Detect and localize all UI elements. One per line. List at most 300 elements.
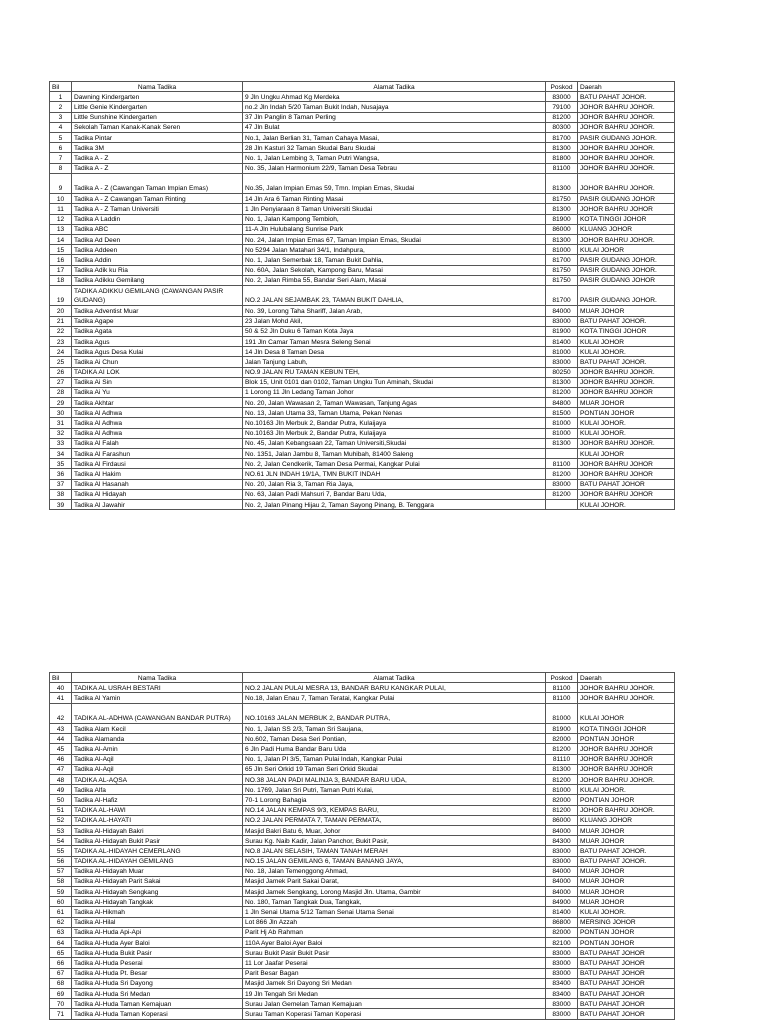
- table-row: [50, 224, 675, 234]
- table-row: [50, 693, 675, 703]
- cell-poskod: 81300: [546, 173, 578, 194]
- table-row: [50, 703, 675, 724]
- table-row: [50, 275, 675, 285]
- cell-nama-tadika: TADIKA AL-HIDAYAH GEMILANG: [72, 856, 243, 866]
- cell-bil: 9: [50, 173, 72, 194]
- cell-bil: 46: [50, 754, 72, 764]
- cell-daerah: BATU PAHAT JOHOR: [578, 958, 675, 968]
- cell-poskod: 81300: [546, 234, 578, 244]
- cell-nama-tadika: TADIKA AL-ADHWA (CAWANGAN BANDAR PUTRA): [72, 703, 243, 724]
- table-header-row: [50, 673, 675, 683]
- cell-poskod: 81000: [546, 785, 578, 795]
- cell-alamat-tadika: 50 & 52 Jln Duku 6 Taman Kota Jaya: [243, 326, 546, 336]
- table-header-row: [50, 82, 675, 92]
- cell-nama-tadika: Tadika Adventist Muar: [72, 306, 243, 316]
- cell-alamat-tadika: No.18, Jalan Enau 7, Taman Teratai, Kangkar Pulai: [243, 693, 546, 703]
- cell-nama-tadika: Tadika Al-Hidayah Muar: [72, 866, 243, 876]
- table-row: [50, 907, 675, 917]
- cell-daerah: JOHOR BAHRU JOHOR: [578, 459, 675, 469]
- cell-alamat-tadika: Surau Bukit Pasir Bukit Pasir: [243, 948, 546, 958]
- table-row: [50, 255, 675, 265]
- cell-poskod: 81900: [546, 214, 578, 224]
- table-row: [50, 988, 675, 998]
- cell-bil: 49: [50, 785, 72, 795]
- cell-nama-tadika: Tadika A - Z Taman Universiti: [72, 204, 243, 214]
- cell-nama-tadika: Tadika Al-Hilal: [72, 917, 243, 927]
- cell-daerah: KULAI JOHOR.: [578, 347, 675, 357]
- cell-alamat-tadika: NO.15 JALAN GEMILANG 6, TAMAN BANANG JAYA,: [243, 856, 546, 866]
- cell-alamat-tadika: 110A Ayer Baloi Ayer Baloi: [243, 938, 546, 948]
- cell-bil: 14: [50, 234, 72, 244]
- cell-poskod: 81100: [546, 459, 578, 469]
- table-row: [50, 948, 675, 958]
- table-row: [50, 459, 675, 469]
- cell-poskod: 81200: [546, 112, 578, 122]
- cell-nama-tadika: Tadika Ai Chun: [72, 357, 243, 367]
- cell-nama-tadika: Tadika Adikku Gemilang: [72, 275, 243, 285]
- cell-bil: 26: [50, 367, 72, 377]
- cell-nama-tadika: TADIKA AL-HAWI: [72, 805, 243, 815]
- cell-poskod: 81750: [546, 265, 578, 275]
- cell-nama-tadika: Tadika Al-Huda Bukit Pasir: [72, 948, 243, 958]
- cell-nama-tadika: Sekolah Taman Kanak-Kanak Seren: [72, 122, 243, 132]
- cell-alamat-tadika: 47 Jln Bulat: [243, 122, 546, 132]
- cell-poskod: 83000: [546, 479, 578, 489]
- cell-nama-tadika: Tadika Al-Huda Ayer Baloi: [72, 938, 243, 948]
- cell-bil: 30: [50, 408, 72, 418]
- cell-nama-tadika: Tadika Al-Huda Pt. Besar: [72, 968, 243, 978]
- cell-daerah: KULAI JOHOR.: [578, 499, 675, 509]
- cell-poskod: 83400: [546, 988, 578, 998]
- cell-alamat-tadika: Parit Hj Ab Rahman: [243, 927, 546, 937]
- cell-poskod: 81300: [546, 764, 578, 774]
- cell-nama-tadika: Tadika Al-Aqil: [72, 754, 243, 764]
- cell-daerah: KULAI JOHOR.: [578, 785, 675, 795]
- table-row: [50, 245, 675, 255]
- cell-poskod: 81200: [546, 775, 578, 785]
- cell-alamat-tadika: NO.9 JALAN RU TAMAN KEBUN TEH,: [243, 367, 546, 377]
- table-row: [50, 978, 675, 988]
- cell-nama-tadika: Tadika Al Jawahir: [72, 499, 243, 509]
- table-row: [50, 795, 675, 805]
- cell-alamat-tadika: Jalan Tanjung Labuh,: [243, 357, 546, 367]
- table-row: [50, 1009, 675, 1019]
- cell-alamat-tadika: No. 1, Jalan Lembing 3, Taman Putri Wangsa,: [243, 153, 546, 163]
- cell-alamat-tadika: No.1, Jalan Berlian 31, Taman Cahaya Masai,: [243, 132, 546, 142]
- table-row: [50, 846, 675, 856]
- table-row: [50, 876, 675, 886]
- cell-poskod: 82000: [546, 795, 578, 805]
- cell-daerah: BATU PAHAT JOHOR: [578, 948, 675, 958]
- table-row: [50, 815, 675, 825]
- cell-bil: 71: [50, 1009, 72, 1019]
- cell-alamat-tadika: Surau Taman Koperasi Taman Koperasi: [243, 1009, 546, 1019]
- cell-nama-tadika: Tadika Al-Hafiz: [72, 795, 243, 805]
- cell-bil: 6: [50, 143, 72, 153]
- cell-bil: 61: [50, 907, 72, 917]
- cell-poskod: 81300: [546, 143, 578, 153]
- cell-daerah: JOHOR BAHRU JOHOR.: [578, 805, 675, 815]
- cell-poskod: 81200: [546, 489, 578, 499]
- cell-alamat-tadika: No. 1, Jalan SS 2/3, Taman Sri Saujana,: [243, 724, 546, 734]
- cell-poskod: 81100: [546, 693, 578, 703]
- cell-daerah: MUAR JOHOR: [578, 398, 675, 408]
- cell-bil: 24: [50, 347, 72, 357]
- cell-bil: 37: [50, 479, 72, 489]
- cell-nama-tadika: Tadika A Laddin: [72, 214, 243, 224]
- cell-daerah: PASIR GUDANG JOHOR.: [578, 285, 675, 306]
- cell-poskod: 81700: [546, 285, 578, 306]
- cell-daerah: MUAR JOHOR: [578, 897, 675, 907]
- cell-alamat-tadika: No. 180, Taman Tangkak Dua, Tangkak,: [243, 897, 546, 907]
- cell-nama-tadika: Tadika Al-Huda Sri Dayong: [72, 978, 243, 988]
- cell-bil: 44: [50, 734, 72, 744]
- cell-alamat-tadika: NO.14 JALAN KEMPAS 9/3, KEMPAS BARU,: [243, 805, 546, 815]
- table-row: [50, 326, 675, 336]
- cell-nama-tadika: Tadika Alfa: [72, 785, 243, 795]
- table-row: [50, 367, 675, 377]
- cell-alamat-tadika: Masjid Bakri Batu 6, Muar, Johor: [243, 825, 546, 835]
- cell-nama-tadika: Tadika Alamanda: [72, 734, 243, 744]
- table-row: [50, 347, 675, 357]
- table-row: [50, 306, 675, 316]
- cell-poskod: 81200: [546, 387, 578, 397]
- cell-daerah: KULAI JOHOR.: [578, 418, 675, 428]
- cell-poskod: 81500: [546, 408, 578, 418]
- cell-bil: 20: [50, 306, 72, 316]
- cell-nama-tadika: Tadika Al Adhwa: [72, 418, 243, 428]
- cell-poskod: 83000: [546, 958, 578, 968]
- table-row: [50, 479, 675, 489]
- cell-alamat-tadika: 1 Jln Senai Utama 5/12 Taman Senai Utama Senai: [243, 907, 546, 917]
- cell-bil: 55: [50, 846, 72, 856]
- cell-alamat-tadika: No. 2, Jalan Rimba 55, Bandar Seri Alam, Masai: [243, 275, 546, 285]
- table-row: [50, 968, 675, 978]
- cell-bil: 17: [50, 265, 72, 275]
- cell-nama-tadika: TADIKA AL-AQSA: [72, 775, 243, 785]
- table-row: [50, 724, 675, 734]
- header-poskod: Poskod: [546, 673, 578, 683]
- cell-daerah: BATU PAHAT JOHOR: [578, 968, 675, 978]
- cell-bil: 69: [50, 988, 72, 998]
- cell-nama-tadika: Tadika Ai Yu: [72, 387, 243, 397]
- cell-alamat-tadika: No.10163 Jln Merbuk 2, Bandar Putra, Kulaijaya: [243, 418, 546, 428]
- cell-alamat-tadika: No. 1351, Jalan Jambu 8, Taman Muhibah, 81400 Saleng: [243, 449, 546, 459]
- cell-poskod: 83000: [546, 968, 578, 978]
- cell-nama-tadika: Tadika Al Falah: [72, 438, 243, 448]
- cell-poskod: 81200: [546, 469, 578, 479]
- cell-bil: 60: [50, 897, 72, 907]
- cell-alamat-tadika: No. 1, Jalan PI 3/5, Taman Pulai Indah, Kangkar Pulai: [243, 754, 546, 764]
- cell-alamat-tadika: No. 45, Jalan Kebangsaan 22, Taman Universiti,Skudai: [243, 438, 546, 448]
- cell-daerah: BATU PAHAT JOHOR.: [578, 357, 675, 367]
- cell-bil: 53: [50, 825, 72, 835]
- cell-daerah: JOHOR BAHRU JOHOR.: [578, 163, 675, 173]
- cell-nama-tadika: Tadika Al-Hidayah Bukit Pasir: [72, 836, 243, 846]
- cell-poskod: 80250: [546, 367, 578, 377]
- header-daerah: Daerah: [578, 82, 675, 92]
- cell-bil: 36: [50, 469, 72, 479]
- table-row: [50, 754, 675, 764]
- cell-daerah: BATU PAHAT JOHOR: [578, 988, 675, 998]
- cell-nama-tadika: Tadika Akhtar: [72, 398, 243, 408]
- cell-bil: 35: [50, 459, 72, 469]
- table-row: [50, 683, 675, 693]
- table-row: [50, 887, 675, 897]
- cell-poskod: 81900: [546, 326, 578, 336]
- cell-daerah: JOHOR BAHRU JOHOR.: [578, 693, 675, 703]
- cell-daerah: BATU PAHAT JOHOR: [578, 479, 675, 489]
- cell-alamat-tadika: Lot 866 Jln Azzah: [243, 917, 546, 927]
- cell-poskod: 81400: [546, 907, 578, 917]
- table-row: [50, 449, 675, 459]
- cell-poskod: 81300: [546, 377, 578, 387]
- table-row: [50, 143, 675, 153]
- cell-nama-tadika: Tadika Al Yamin: [72, 693, 243, 703]
- cell-nama-tadika: Dawning Kindergarten: [72, 92, 243, 102]
- cell-bil: 64: [50, 938, 72, 948]
- cell-daerah: PONTIAN JOHOR: [578, 795, 675, 805]
- cell-alamat-tadika: NO.2 JALAN SEJAMBAK 23, TAMAN BUKIT DAHLIA,: [243, 285, 546, 306]
- cell-daerah: MUAR JOHOR: [578, 825, 675, 835]
- cell-alamat-tadika: No. 1769, Jalan Sri Putri, Taman Putri Kulai,: [243, 785, 546, 795]
- cell-alamat-tadika: 37 Jln Panglin 8 Taman Perling: [243, 112, 546, 122]
- table-row: [50, 204, 675, 214]
- cell-bil: 56: [50, 856, 72, 866]
- header-poskod: Poskod: [546, 82, 578, 92]
- cell-poskod: 83000: [546, 856, 578, 866]
- cell-poskod: 81000: [546, 245, 578, 255]
- cell-nama-tadika: Tadika Addin: [72, 255, 243, 265]
- cell-nama-tadika: Tadika Pintar: [72, 132, 243, 142]
- cell-poskod: 81750: [546, 275, 578, 285]
- table-row: [50, 489, 675, 499]
- cell-daerah: PASIR GUDANG JOHOR: [578, 194, 675, 204]
- cell-bil: 45: [50, 744, 72, 754]
- cell-alamat-tadika: No. 13, Jalan Utama 33, Taman Utama, Pekan Nenas: [243, 408, 546, 418]
- table-row: [50, 825, 675, 835]
- cell-alamat-tadika: No. 1, Jalan Semerbak 18, Taman Bukit Dahlia,: [243, 255, 546, 265]
- table-row: [50, 112, 675, 122]
- cell-bil: 27: [50, 377, 72, 387]
- table-row: [50, 438, 675, 448]
- cell-alamat-tadika: 65 Jln Seri Orkid 19 Taman Seri Orkid Skudai: [243, 764, 546, 774]
- cell-alamat-tadika: 23 Jalan Mohd Akil,: [243, 316, 546, 326]
- cell-daerah: JOHOR BAHRU JOHOR.: [578, 112, 675, 122]
- cell-poskod: 86000: [546, 815, 578, 825]
- kindergarten-table-1: [49, 81, 675, 510]
- cell-bil: 67: [50, 968, 72, 978]
- cell-bil: 13: [50, 224, 72, 234]
- cell-bil: 66: [50, 958, 72, 968]
- cell-poskod: 83000: [546, 846, 578, 856]
- table-row: [50, 428, 675, 438]
- cell-poskod: 84800: [546, 398, 578, 408]
- cell-poskod: 81100: [546, 683, 578, 693]
- cell-alamat-tadika: NO.8 JALAN SELASIH, TAMAN TANAH MERAH: [243, 846, 546, 856]
- cell-nama-tadika: Tadika ABC: [72, 224, 243, 234]
- cell-poskod: 80300: [546, 122, 578, 132]
- table-row: [50, 836, 675, 846]
- cell-nama-tadika: Tadika Agus Desa Kulai: [72, 347, 243, 357]
- cell-poskod: 84000: [546, 887, 578, 897]
- table-row: [50, 856, 675, 866]
- cell-alamat-tadika: Masjid Jamek Sri Dayong Sri Medan: [243, 978, 546, 988]
- cell-alamat-tadika: No. 60A, Jalan Sekolah, Kampong Baru, Masai: [243, 265, 546, 275]
- cell-daerah: BATU PAHAT JOHOR.: [578, 846, 675, 856]
- table-row: [50, 958, 675, 968]
- cell-daerah: JOHOR BAHRU JOHOR.: [578, 173, 675, 194]
- cell-alamat-tadika: No. 39, Lorong Taha Shariff, Jalan Arab,: [243, 306, 546, 316]
- cell-alamat-tadika: Parit Besar Bagan: [243, 968, 546, 978]
- cell-alamat-tadika: No. 35, Jalan Harmonium 22/9, Taman Desa Tebrau: [243, 163, 546, 173]
- cell-alamat-tadika: 9 Jln Ungku Ahmad Kg Merdeka: [243, 92, 546, 102]
- cell-alamat-tadika: Surau Kg. Naib Kadir, Jalan Panchor, Bukit Pasir,: [243, 836, 546, 846]
- cell-bil: 28: [50, 387, 72, 397]
- cell-nama-tadika: Tadika A - Z Cawangan Taman Rinting: [72, 194, 243, 204]
- cell-nama-tadika: Tadika Al-Hidayah Tangkak: [72, 897, 243, 907]
- cell-poskod: 83000: [546, 92, 578, 102]
- cell-alamat-tadika: No 5294 Jalan Matahari 34/1, Indahpura,: [243, 245, 546, 255]
- cell-bil: 16: [50, 255, 72, 265]
- cell-daerah: JOHOR BAHRU JOHOR: [578, 764, 675, 774]
- cell-poskod: 81110: [546, 754, 578, 764]
- header-bil: Bil: [50, 82, 72, 92]
- cell-poskod: 81300: [546, 438, 578, 448]
- table-row: [50, 398, 675, 408]
- cell-alamat-tadika: 6 Jln Padi Huma Bandar Baru Uda: [243, 744, 546, 754]
- cell-alamat-tadika: 19 Jln Tengah Sri Medan: [243, 988, 546, 998]
- cell-daerah: BATU PAHAT JOHOR.: [578, 856, 675, 866]
- cell-nama-tadika: Tadika Agape: [72, 316, 243, 326]
- cell-nama-tadika: Little Sunshine Kindergarten: [72, 112, 243, 122]
- cell-daerah: JOHOR BAHRU JOHOR.: [578, 143, 675, 153]
- cell-bil: 10: [50, 194, 72, 204]
- cell-poskod: 84900: [546, 897, 578, 907]
- cell-alamat-tadika: NO.2 JALAN PULAI MESRA 13, BANDAR BARU KANGKAR PULAI,: [243, 683, 546, 693]
- kindergarten-table-2: [49, 672, 675, 1020]
- cell-bil: 3: [50, 112, 72, 122]
- table-body: [50, 683, 675, 1019]
- cell-bil: 1: [50, 92, 72, 102]
- cell-alamat-tadika: No. 20, Jalan Wawasan 2, Taman Wawasan, Tanjung Agas: [243, 398, 546, 408]
- cell-alamat-tadika: Surau Jalan Gemelan Taman Kemajuan: [243, 999, 546, 1009]
- table-row: [50, 897, 675, 907]
- cell-nama-tadika: TADIKA AL-HAYATI: [72, 815, 243, 825]
- cell-bil: 52: [50, 815, 72, 825]
- cell-daerah: JOHOR BAHRU JOHOR.: [578, 234, 675, 244]
- cell-nama-tadika: Tadika Al-Aqil: [72, 764, 243, 774]
- table-row: [50, 234, 675, 244]
- cell-bil: 32: [50, 428, 72, 438]
- table-row: [50, 917, 675, 927]
- cell-bil: 22: [50, 326, 72, 336]
- cell-alamat-tadika: 28 Jln Kasturi 32 Taman Skudai Baru Skudai: [243, 143, 546, 153]
- table-row: [50, 265, 675, 275]
- cell-poskod: 81700: [546, 255, 578, 265]
- cell-alamat-tadika: No.10163 Jln Merbuk 2, Bandar Putra, Kulaijaya: [243, 428, 546, 438]
- cell-daerah: MUAR JOHOR: [578, 876, 675, 886]
- cell-alamat-tadika: Blok 15, Unit 0101 dan 0102, Taman Ungku Tun Aminah, Skudai: [243, 377, 546, 387]
- cell-daerah: MUAR JOHOR: [578, 866, 675, 876]
- cell-daerah: PONTIAN JOHOR: [578, 927, 675, 937]
- cell-bil: 65: [50, 948, 72, 958]
- table-row: [50, 764, 675, 774]
- cell-poskod: 81300: [546, 204, 578, 214]
- cell-bil: 70: [50, 999, 72, 1009]
- cell-poskod: 81800: [546, 153, 578, 163]
- cell-alamat-tadika: NO.2 JALAN PERMATA 7, TAMAN PERMATA,: [243, 815, 546, 825]
- table-row: [50, 744, 675, 754]
- header-bil: Bil: [50, 673, 72, 683]
- cell-poskod: 86800: [546, 917, 578, 927]
- cell-poskod: 79100: [546, 102, 578, 112]
- cell-daerah: JOHOR BAHRU JOHOR.: [578, 377, 675, 387]
- cell-nama-tadika: Tadika Al Farashun: [72, 449, 243, 459]
- cell-poskod: 84000: [546, 876, 578, 886]
- cell-poskod: 84000: [546, 306, 578, 316]
- table-row: [50, 163, 675, 173]
- cell-poskod: 84000: [546, 866, 578, 876]
- cell-nama-tadika: Tadika Agus: [72, 336, 243, 346]
- cell-alamat-tadika: No. 2, Jalan Cendkerik, Taman Desa Permai, Kangkar Pulai: [243, 459, 546, 469]
- cell-bil: 25: [50, 357, 72, 367]
- cell-nama-tadika: Tadika Al-Amin: [72, 744, 243, 754]
- cell-alamat-tadika: 11-A Jln Hulubalang Sunrise Park: [243, 224, 546, 234]
- cell-daerah: KULAI JOHOR: [578, 449, 675, 459]
- cell-daerah: KULAI JOHOR.: [578, 428, 675, 438]
- cell-nama-tadika: Tadika Ai Sin: [72, 377, 243, 387]
- cell-daerah: MUAR JOHOR: [578, 306, 675, 316]
- cell-daerah: BATU PAHAT JOHOR: [578, 1009, 675, 1019]
- cell-daerah: JOHOR BAHRU JOHOR: [578, 744, 675, 754]
- cell-nama-tadika: Tadika Alam Kecil: [72, 724, 243, 734]
- cell-nama-tadika: TADIKA AL-HIDAYAH CEMERLANG: [72, 846, 243, 856]
- cell-poskod: 83000: [546, 316, 578, 326]
- cell-bil: 42: [50, 703, 72, 724]
- cell-alamat-tadika: 191 Jln Camar Taman Mesra Seleng Senai: [243, 336, 546, 346]
- cell-daerah: JOHOR BAHRU JOHOR.: [578, 775, 675, 785]
- header-daerah: Daerah: [578, 673, 675, 683]
- cell-daerah: BATU PAHAT JOHOR.: [578, 316, 675, 326]
- cell-alamat-tadika: No.602, Taman Desa Seri Pontian,: [243, 734, 546, 744]
- cell-poskod: 81750: [546, 194, 578, 204]
- cell-daerah: KOTA TINGGI JOHOR: [578, 724, 675, 734]
- cell-nama-tadika: Tadika Al Adhwa: [72, 428, 243, 438]
- cell-bil: 34: [50, 449, 72, 459]
- cell-nama-tadika: Tadika Al-Hidayah Sengkang: [72, 887, 243, 897]
- cell-daerah: KOTA TINGGI JOHOR: [578, 214, 675, 224]
- cell-poskod: 82000: [546, 734, 578, 744]
- table-row: [50, 499, 675, 509]
- cell-alamat-tadika: 1 Lorong 11 Jln Ledang Taman Johor: [243, 387, 546, 397]
- cell-poskod: 83000: [546, 1009, 578, 1019]
- cell-bil: 18: [50, 275, 72, 285]
- cell-alamat-tadika: No. 1, Jalan Kampong Tembioh,: [243, 214, 546, 224]
- table-row: [50, 336, 675, 346]
- cell-daerah: MERSING JOHOR: [578, 917, 675, 927]
- cell-nama-tadika: Tadika Al-Hikmah: [72, 907, 243, 917]
- cell-nama-tadika: TADIKA AI LOK: [72, 367, 243, 377]
- table-row: [50, 408, 675, 418]
- cell-daerah: JOHOR BAHRU JOHOR: [578, 469, 675, 479]
- cell-daerah: JOHOR BAHRU JOHOR: [578, 387, 675, 397]
- cell-nama-tadika: Tadika Al Adhwa: [72, 408, 243, 418]
- table-row: [50, 153, 675, 163]
- cell-bil: 23: [50, 336, 72, 346]
- cell-nama-tadika: TADIKA AL USRAH BESTARI: [72, 683, 243, 693]
- cell-bil: 54: [50, 836, 72, 846]
